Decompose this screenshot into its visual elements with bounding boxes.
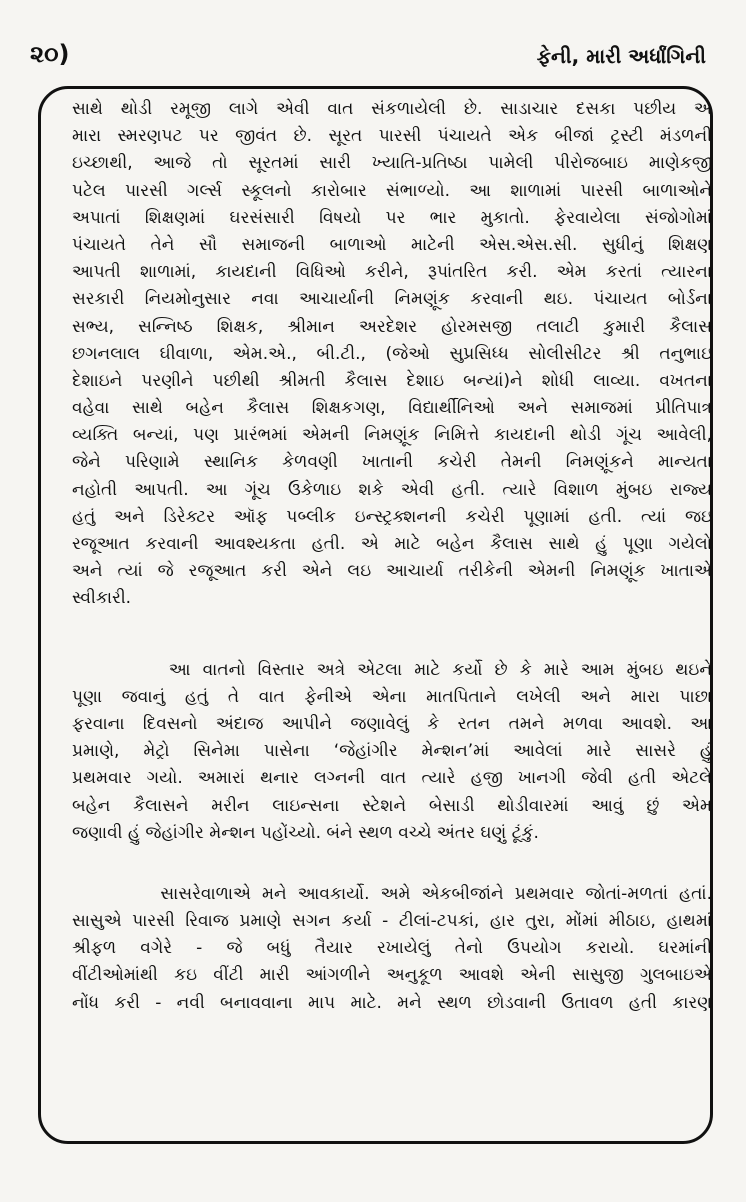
text-line: સભ્ય, સન્નિષ્ઠ શિક્ષક, શ્રીમાન અરદેશર હોરમસજી તલાટી કુમારી કૈલાસ bbox=[72, 316, 712, 337]
text-line: સાસરેવાળાએ મને આવકાર્યો. અમે એકબીજાંને પ્રથમવાર જોતાં-મળતાં હતાં. bbox=[72, 883, 712, 904]
text-line: વ્યક્તિ બન્યાં, પણ પ્રારંભમાં એમની નિમણૂંક નિમિત્તે કાયદાની થોડી ગૂંચ આવેલી, bbox=[72, 425, 712, 446]
text-line: પંચાયતે તેને સૌ સમાજની બાળાઓ માટેની એસ.એસ.સી. સુધીનું શિક્ષણ bbox=[72, 234, 712, 255]
text-line: છગનલાલ ઘીવાળા, એમ.એ., બી.ટી., (જેઓ સુપ્રસિધ્ધ સોલીસીટર શ્રી તનુભાઇ bbox=[72, 343, 712, 364]
text-line: આપતી શાળામાં, કાયદાની વિધિઓ કરીને, રૂપાંતરિત કરી. એમ કરતાં ત્યારના bbox=[72, 262, 712, 283]
text-line: પ્રમાણે, મેટ્રો સિનેમા પાસેના ‘જેહાંગીર મેન્શન’માં આવેલાં મારે સાસરે હું bbox=[72, 741, 712, 762]
text-line: ઇચ્છાથી, આજે તો સૂરતમાં સારી ખ્યાતિ-પ્રતિષ્ઠા પામેલી પીરોજબાઇ માણેકજી bbox=[72, 153, 712, 174]
text-line: બહેન કૈલાસને મરીન લાઇન્સના સ્ટેશને બેસાડી થોડીવારમાં આવું છું એમ bbox=[72, 795, 712, 816]
text-line: પટેલ પારસી ગર્લ્સ સ્કૂલનો કારોબાર સંભાળ્યો. આ શાળામાં પારસી બાળાઓને bbox=[72, 180, 712, 201]
text-line: અને ત્યાં જે રજૂઆત કરી એને લઇ આચાર્યા તરીકેની એમની નિમણૂંક ખાતાએ bbox=[72, 561, 712, 582]
page-number: ૨૦) bbox=[30, 40, 70, 68]
running-title: ફેની, મારી અર્ધાંગિની bbox=[536, 44, 706, 68]
body-text bbox=[72, 96, 712, 1017]
text-line: જેને પરિણામે સ્થાનિક કેળવણી ખાતાની કચેરી તેમની નિમણૂંકને માન્યતા bbox=[72, 452, 712, 473]
paragraph bbox=[72, 881, 712, 1017]
text-line: વહેવા સાથે બહેન કૈલાસ શિક્ષકગણ, વિદ્યાર્થીનિઓ અને સમાજમાં પ્રીતિપાત્ર bbox=[72, 398, 712, 419]
text-line: દેશાઇને પરણીને પછીથી શ્રીમતી કૈલાસ દેશાઇ બન્યાં)ને શોધી લાવ્યા. વખતના bbox=[72, 370, 712, 391]
paragraph bbox=[72, 657, 712, 847]
text-line: સાથે થોડી રમૂજી લાગે એવી વાત સંકળાયેલી છે. સાડાચાર દસકા પછીય એ bbox=[72, 99, 712, 119]
text-line: જણાવી હું જેહાંગીર મેન્શન પહોંચ્યો. બંને સ્થળ વચ્ચે અંતર ઘણું ટૂંકું. bbox=[72, 822, 539, 843]
text-line: રજૂઆત કરવાની આવશ્યકતા હતી. એ માટે બહેન કૈલાસ સાથે હું પૂણા ગયેલો bbox=[72, 534, 712, 554]
text-line: સાસુએ પારસી રિવાજ પ્રમાણે સગન કર્યા - ટીલાં-ટપકાં, હાર તુરા, મોંમાં મીઠાઇ, હાથમાં bbox=[72, 911, 712, 932]
text-line: પ્રથમવાર ગયો. અમારાં થનાર લગ્નની વાત ત્યારે હજી ખાનગી જેવી હતી એટલે bbox=[72, 768, 712, 789]
paragraph-gap bbox=[72, 613, 712, 657]
text-line: મારા સ્મરણપટ પર જીવંત છે. સૂરત પારસી પંચાયતે એક બીજાં ટ્રસ્ટી મંડળની bbox=[72, 126, 712, 147]
text-line: આ વાતનો વિસ્તાર અત્રે એટલા માટે કર્યો છે કે મારે આમ મુંબઇ થઇને bbox=[72, 659, 712, 680]
text-line: નહોતી આપતી. આ ગૂંચ ઉકેળાઇ શકે એવી હતી. ત્યારે વિશાળ મુંબઇ રાજ્ય bbox=[72, 479, 712, 500]
page-header bbox=[28, 40, 706, 80]
paragraph-gap bbox=[72, 847, 712, 881]
text-line: શ્રીફળ વગેરે - જે બધું તૈયાર રખાયેલું તેનો ઉપયોગ કરાયો. ઘરમાંની bbox=[72, 938, 712, 959]
text-line: સરકારી નિયમોનુસાર નવા આચાર્યાની નિમણૂંક કરવાની થઇ. પંચાયત બોર્ડના bbox=[72, 289, 712, 310]
text-line: વીંટીઓમાંથી કઇ વીંટી મારી આંગળીને અનુકૂળ આવશે એની સાસુજી ગુલબાઇએ bbox=[72, 965, 712, 986]
paragraph bbox=[72, 96, 712, 613]
text-line: નોંધ કરી - નવી બનાવવાના માપ માટે. મને સ્થળ છોડવાની ઉતાવળ હતી કારણ bbox=[72, 992, 712, 1013]
text-line: અપાતાં શિક્ષણમાં ઘરસંસારી વિષયો પર ભાર મુકાતો. ફેરવાયેલા સંજોગોમાં bbox=[72, 207, 712, 228]
text-line: ફરવાના દિવસનો અંદાજ આપીને જણાવેલું કે રતન તમને મળવા આવશે. આ bbox=[72, 713, 712, 734]
text-line: સ્વીકારી. bbox=[72, 588, 132, 609]
text-line: હતું અને ડિરેક્ટર ઑફ પબ્લીક ઇન્સ્ટ્રક્શનની કચેરી પૂણામાં હતી. ત્યાં જઇ bbox=[72, 506, 712, 527]
text-line: પૂણા જવાનું હતું તે વાત ફેનીએ એના માતપિતાને લખેલી અને મારા પાછા bbox=[72, 686, 712, 707]
